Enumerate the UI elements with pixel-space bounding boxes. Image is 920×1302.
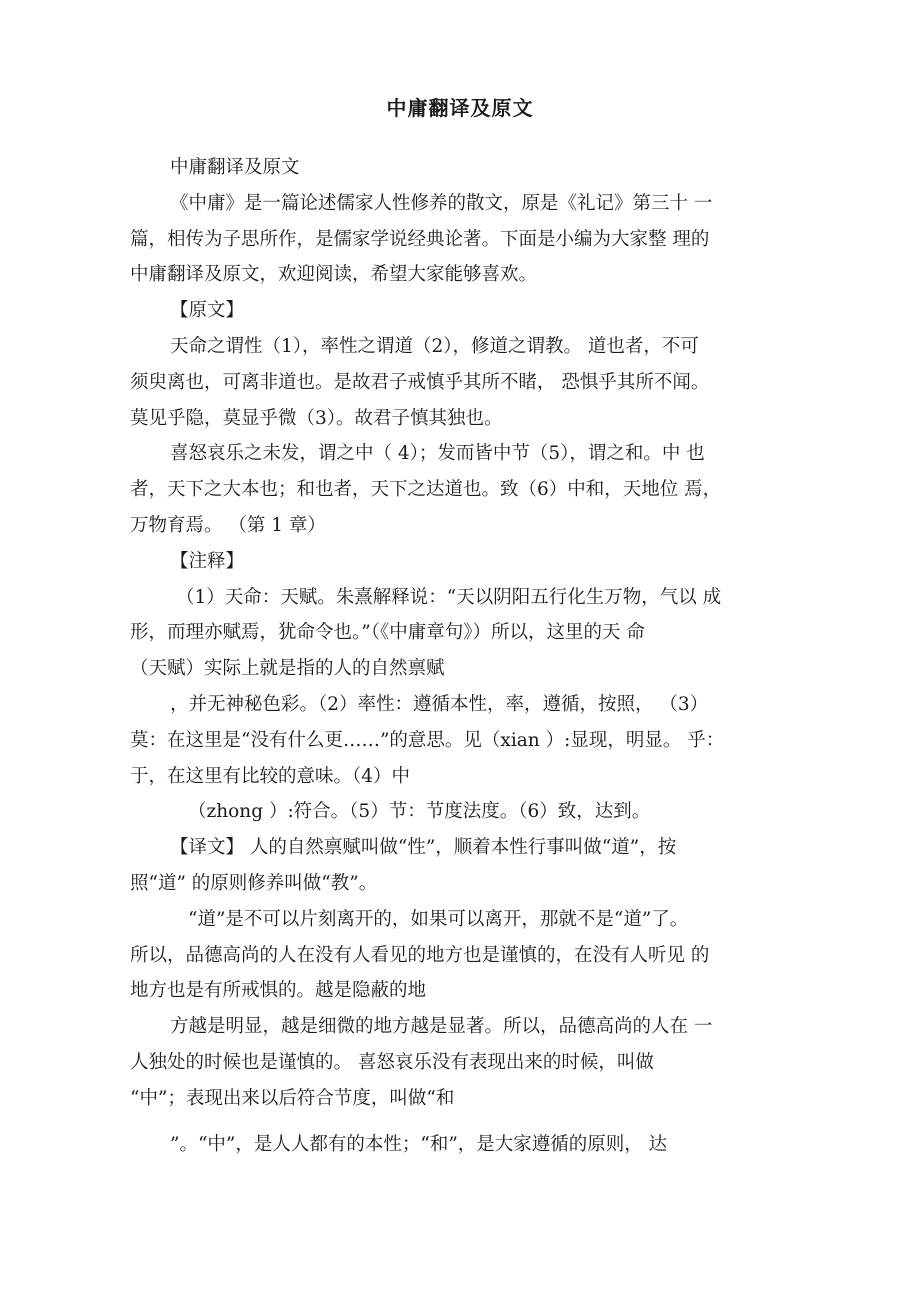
paragraph-line: 方越是明显，越是细微的地方越是显著。所以，品德高尚的人在 一	[170, 1016, 713, 1038]
paragraph-line: （天赋）实际上就是指的人的自然禀赋	[130, 658, 445, 680]
paragraph-line: 天命之谓性（1），率性之谓道（2），修道之谓教。 道也者，不可	[170, 335, 699, 357]
paragraph-line: 莫：在这里是“没有什么更……”的意思。见（xian ）:显现，明显。 乎：	[130, 729, 725, 751]
paragraph-line: 篇，相传为子思所作，是儒家学说经典论著。下面是小编为大家整 理的	[130, 228, 710, 250]
paragraph-line: 所以，品德高尚的人在没有人看见的地方也是谨慎的，在没有人听见 的	[130, 944, 710, 966]
paragraph-line: 莫见乎隐，莫显乎微（3）。故君子慎其独也。	[130, 407, 503, 429]
paragraph-line: ”。“中”，是人人都有的本性；“和”，是大家遵循的原则， 达	[170, 1133, 668, 1155]
document-body	[130, 150, 792, 1162]
paragraph-line: （1）天命：天赋。朱熹解释说：“天以阴阳五行化生万物，气以 成	[176, 586, 722, 608]
page-title: 中庸翻译及原文	[386, 96, 534, 120]
paragraph-line: 中庸翻译及原文，欢迎阅读，希望大家能够喜欢。	[130, 264, 538, 286]
section-heading-translation: 【译文】 人的自然禀赋叫做“性”，顺着本性行事叫做“道”，按	[170, 837, 677, 859]
paragraph-line: “中”；表现出来以后符合节度，叫做“和	[130, 1087, 455, 1109]
paragraph-line: 形，而理亦赋焉，犹命令也。”（《中庸章句》）所以，这里的天 命	[130, 622, 645, 644]
section-heading-notes: 【注释】	[170, 550, 245, 572]
paragraph-line: 地方也是有所戒惧的。越是隐蔽的地	[130, 980, 427, 1002]
paragraph-line: 于，在这里有比较的意味。（4）中	[130, 765, 411, 787]
paragraph-line: （zhong ）:符合。（5）节：节度法度。（6）致，达到。	[188, 801, 651, 823]
paragraph-line: ，并无神秘色彩。（2）率性：遵循本性，率，遵循，按照， （3）	[170, 693, 709, 715]
line-gap	[130, 1117, 792, 1127]
paragraph-line: 人独处的时候也是谨慎的。 喜怒哀乐没有表现出来的时候，叫做	[130, 1051, 654, 1073]
paragraph-line: 万物育焉。 （第 1 章）	[130, 514, 326, 536]
intro-heading: 中庸翻译及原文	[170, 157, 300, 178]
paragraph-line: “道”是不可以片刻离开的，如果可以离开，那就不是“道”了。	[188, 908, 689, 930]
paragraph-line: 喜怒哀乐之未发，谓之中（ 4）；发而皆中节（5），谓之和。中 也	[170, 443, 705, 465]
paragraph-line: 须臾离也，可离非道也。是故君子戒慎乎其所不睹， 恐惧乎其所不闻。	[130, 371, 710, 393]
paragraph-line: 照“道” 的原则修养叫做“教”。	[130, 872, 378, 894]
paragraph-line: 《中庸》是一篇论述儒家人性修养的散文，原是《礼记》第三十 一	[170, 192, 713, 214]
section-heading-original: 【原文】	[170, 300, 245, 322]
paragraph-line: 者，天下之大本也；和也者，天下之达道也。致（6）中和，天地位 焉，	[130, 479, 722, 501]
